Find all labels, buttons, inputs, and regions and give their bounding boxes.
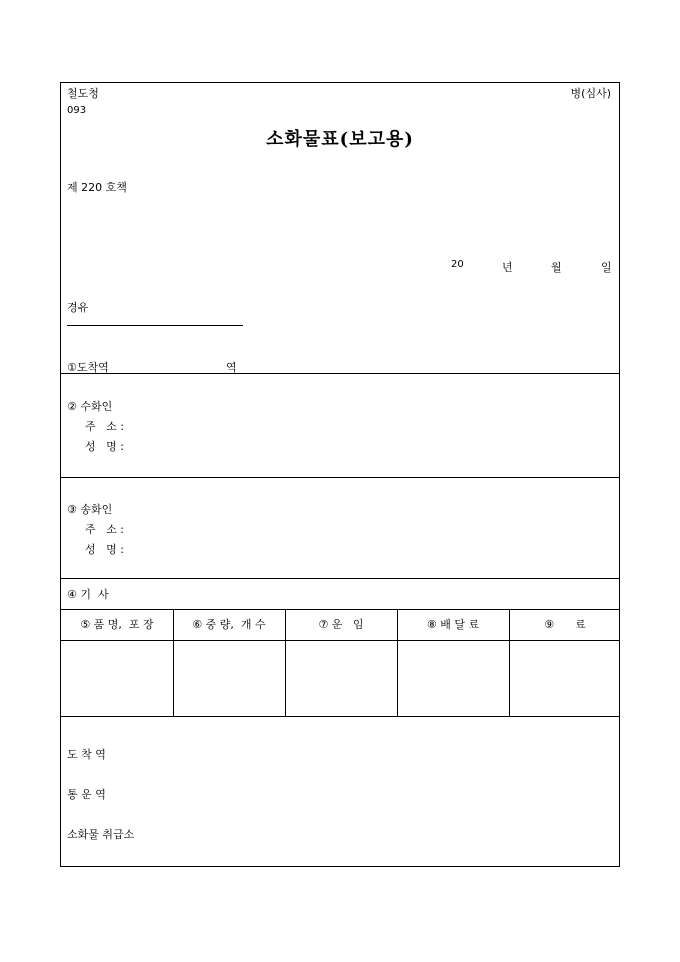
divider bbox=[61, 373, 619, 374]
table-cell-weight[interactable] bbox=[173, 641, 285, 716]
table-column-divider bbox=[285, 609, 286, 716]
table-cell-fee[interactable] bbox=[509, 641, 621, 716]
date-day-unit: 일 bbox=[601, 261, 612, 274]
divider bbox=[61, 578, 619, 579]
table-cell-item[interactable] bbox=[61, 641, 173, 716]
column-header-delivery-fee: ⑧ 배 달 료 bbox=[426, 618, 480, 631]
parcel-report-form bbox=[60, 82, 620, 867]
via-underline bbox=[67, 325, 243, 326]
footer-arrival-station: 도 착 역 bbox=[67, 748, 106, 761]
divider bbox=[61, 716, 619, 717]
divider bbox=[61, 477, 619, 478]
column-header-fare: ⑦ 운 임 bbox=[318, 618, 364, 631]
consignor-name-label: 성 명 : bbox=[85, 543, 124, 556]
date-month-unit: 월 bbox=[551, 261, 562, 274]
date-year-prefix: 20 bbox=[451, 259, 464, 270]
footer-parcel-office: 소화물 취급소 bbox=[67, 828, 135, 841]
via-label: 경유 bbox=[67, 301, 89, 314]
table-column-divider bbox=[173, 609, 174, 716]
date-year-unit: 년 bbox=[502, 261, 513, 274]
column-header-item: ⑤ 품 명, 포 장 bbox=[80, 618, 154, 631]
consignee-name-label: 성 명 : bbox=[85, 440, 124, 453]
consignee-label: ② 수화인 bbox=[67, 400, 113, 413]
copy-type: 병(심사) bbox=[570, 87, 611, 100]
page-title: 소화물표(보고용) bbox=[266, 129, 414, 150]
table-cell-delivery-fee[interactable] bbox=[397, 641, 509, 716]
consignor-label: ③ 송화인 bbox=[67, 503, 113, 516]
table-column-divider bbox=[397, 609, 398, 716]
table-cell-fare[interactable] bbox=[285, 641, 397, 716]
column-header-fee: ⑨ 료 bbox=[544, 618, 586, 631]
arrival-station-unit: 역 bbox=[226, 361, 237, 374]
org-name: 철도청 bbox=[67, 87, 99, 100]
consignor-address-label: 주 소 : bbox=[85, 523, 124, 536]
remarks-label: ④ 기 사 bbox=[67, 588, 109, 601]
column-header-weight: ⑥ 중 량, 개 수 bbox=[192, 618, 266, 631]
consignee-address-label: 주 소 : bbox=[85, 420, 124, 433]
form-code: 093 bbox=[67, 105, 87, 116]
arrival-station-label: ①도착역 bbox=[67, 361, 109, 374]
ticket-number: 제 220 호책 bbox=[67, 181, 127, 194]
table-column-divider bbox=[509, 609, 510, 716]
footer-transit-station: 통 운 역 bbox=[67, 788, 106, 801]
